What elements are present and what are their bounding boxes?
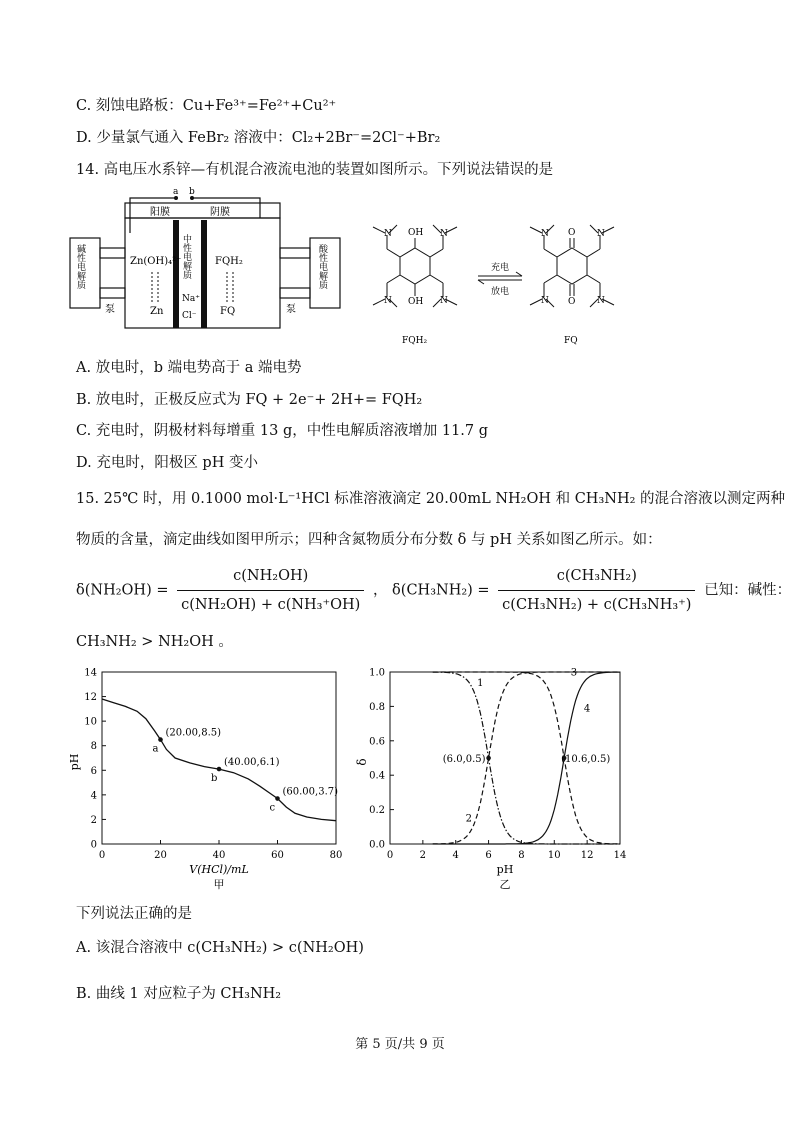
x-tick-label: 6	[485, 850, 492, 861]
fraction-2	[498, 565, 695, 616]
cathode-membrane-label: 阴膜	[210, 207, 230, 218]
o-top: O	[568, 228, 576, 238]
fraction-1-denominator: c(NH₂OH) + c(NH₃⁺OH)	[181, 597, 361, 613]
n-atom: N	[440, 296, 448, 306]
y-tick-label: 4	[90, 790, 97, 802]
option-d-line: D. 少量氯气通入 FeBr₂ 溶液中：Cl₂+2Br⁻=2Cl⁻+Br₂	[76, 130, 441, 146]
option-c-line: C. 刻蚀电路板：Cu+Fe³⁺=Fe²⁺+Cu²⁺	[76, 98, 337, 114]
point-coord-label: (40.00,6.1)	[224, 757, 280, 769]
chart2-ylabel: δ	[355, 758, 369, 766]
fq-label: FQ	[220, 306, 236, 317]
chart1-caption: 甲	[213, 878, 225, 891]
fraction-1-lhs: δ(NH₂OH) =	[76, 582, 169, 599]
x-tick-label: 0	[98, 850, 106, 861]
y-tick-label: 1.0	[369, 667, 385, 679]
y-tick-label: 2	[90, 814, 97, 826]
point-letter-label: c	[269, 802, 276, 814]
titration-chart	[68, 662, 352, 902]
fraction-2-numerator: c(CH₃NH₂)	[498, 565, 695, 591]
y-tick-label: 14	[84, 667, 97, 679]
discharge-label: 放电	[491, 287, 510, 297]
point-coord-label: (20.00,8.5)	[165, 727, 222, 739]
curve-label: 2	[465, 813, 472, 825]
point-a	[158, 737, 163, 742]
titration-curve	[102, 699, 336, 821]
x-tick-label: 80	[329, 850, 343, 861]
zincate-label: Zn(OH)₄²⁻	[130, 256, 182, 267]
y-tick-label: 0	[90, 839, 97, 851]
q14-option-c: C. 充电时，阴极材料每增重 13 g，中性电解质溶液增加 11.7 g	[76, 423, 489, 439]
pump-right: 泵	[286, 304, 296, 315]
curve-label: 4	[583, 703, 591, 715]
question-14-stem: 14. 高电压水系锌—有机混合液流电池的装置如图所示。下列说法错误的是	[76, 162, 554, 178]
neutral-electrolyte-label: 中性电解质	[181, 234, 191, 279]
question-15-stem-2: 物质的含量，滴定曲线如图甲所示；四种含氮物质分布分数 δ 与 pH 关系如图乙所示。如：	[76, 532, 662, 548]
n-atom: N	[384, 229, 392, 239]
n-atom: N	[597, 296, 605, 306]
x-tick-label: 40	[212, 850, 226, 861]
y-tick-label: 0.0	[369, 839, 385, 851]
q14-option-d: D. 充电时，阳极区 pH 变小	[76, 455, 258, 471]
q14-option-b: B. 放电时，正极反应式为 FQ + 2e⁻+ 2H+= FQH₂	[76, 392, 423, 408]
x-tick-label: 60	[271, 850, 284, 861]
fraction-1	[177, 565, 364, 616]
alkaline-electrolyte-label: 碱性电解质	[75, 244, 85, 289]
y-tick-label: 0.2	[369, 805, 385, 817]
terminal-b: b	[189, 187, 195, 197]
acidic-electrolyte-label: 酸性电解质	[317, 244, 327, 289]
fraction-2-lhs: ， δ(CH₃NH₂) =	[372, 582, 490, 599]
cl-ion: Cl⁻	[182, 311, 197, 321]
distribution-fraction-definition	[76, 565, 791, 616]
x-tick-label: 14	[613, 850, 627, 861]
basicity-statement: CH₃NH₂ > NH₂OH 。	[76, 634, 233, 650]
terminal-a: a	[173, 187, 179, 197]
x-tick-label: 10	[547, 850, 561, 861]
y-tick-label: 8	[90, 741, 97, 753]
oh-top: OH	[408, 228, 424, 238]
point-c	[275, 796, 280, 801]
crossing-label: (6.0,0.5)	[442, 754, 486, 765]
point-letter-label: a	[152, 743, 159, 755]
q15-prompt: 下列说法正确的是	[76, 906, 192, 922]
x-tick-label: 0	[386, 850, 394, 861]
na-ion: Na⁺	[182, 294, 200, 304]
chart2-xlabel: pH	[496, 863, 514, 876]
x-tick-label: 8	[518, 850, 525, 861]
x-tick-label: 4	[452, 850, 459, 861]
x-tick-label: 12	[580, 850, 594, 861]
n-atom: N	[384, 296, 392, 306]
oh-bottom: OH	[408, 297, 424, 307]
fq-caption: FQ	[564, 336, 578, 346]
q15-option-b: B. 曲线 1 对应粒子为 CH₃NH₂	[76, 986, 282, 1002]
y-tick-label: 10	[84, 716, 97, 728]
x-tick-label: 20	[154, 850, 167, 861]
point-coord-label: (60.00,3.7)	[282, 786, 339, 798]
fqh2-caption: FQH₂	[402, 336, 428, 346]
crossing-point	[486, 756, 491, 761]
pump-left: 泵	[105, 304, 115, 315]
x-tick-label: 2	[419, 850, 427, 861]
page-footer: 第 5 页/共 9 页	[355, 1037, 445, 1052]
y-tick-label: 6	[90, 765, 97, 777]
n-atom: N	[597, 229, 605, 239]
y-tick-label: 0.8	[369, 701, 385, 713]
flow-battery-diagram	[70, 188, 650, 348]
n-atom: N	[541, 296, 549, 306]
chart1-ylabel: pH	[68, 753, 81, 771]
n-atom: N	[541, 229, 549, 239]
n-atom: N	[440, 229, 448, 239]
question-15-stem-1: 15. 25℃ 时，用 0.1000 mol·L⁻¹HCl 标准溶液滴定 20.00mL NH₂OH 和 CH₃NH₂ 的混合溶液以测定两种	[76, 491, 786, 507]
chart2-caption: 乙	[499, 878, 511, 891]
curve-label: 3	[570, 667, 578, 679]
point-letter-label: b	[211, 773, 218, 785]
fraction-2-denominator: c(CH₃NH₂) + c(CH₃NH₃⁺)	[502, 597, 692, 613]
crossing-label: (10.6,0.5)	[561, 754, 611, 765]
equilibrium-arrows	[478, 272, 522, 284]
fraction-1-numerator: c(NH₂OH)	[177, 565, 364, 591]
curve-label: 1	[477, 677, 484, 689]
y-tick-label: 0.4	[369, 770, 385, 782]
anode-membrane-label: 阳膜	[150, 207, 170, 218]
zinc-label: Zn	[150, 306, 164, 317]
fqh2-label: FQH₂	[215, 256, 243, 267]
chart1-xlabel: V(HCl)/mL	[189, 863, 249, 876]
y-tick-label: 0.6	[369, 736, 385, 748]
known-label: 已知：碱性：	[704, 582, 792, 599]
q14-option-a: A. 放电时，b 端电势高于 a 端电势	[76, 360, 302, 376]
o-bottom: O	[568, 297, 576, 307]
point-b	[217, 767, 222, 772]
distribution-chart	[355, 662, 650, 902]
y-tick-label: 12	[84, 692, 97, 704]
q15-option-a: A. 该混合溶液中 c(CH₃NH₂) > c(NH₂OH)	[76, 940, 364, 956]
charge-label: 充电	[491, 263, 510, 273]
